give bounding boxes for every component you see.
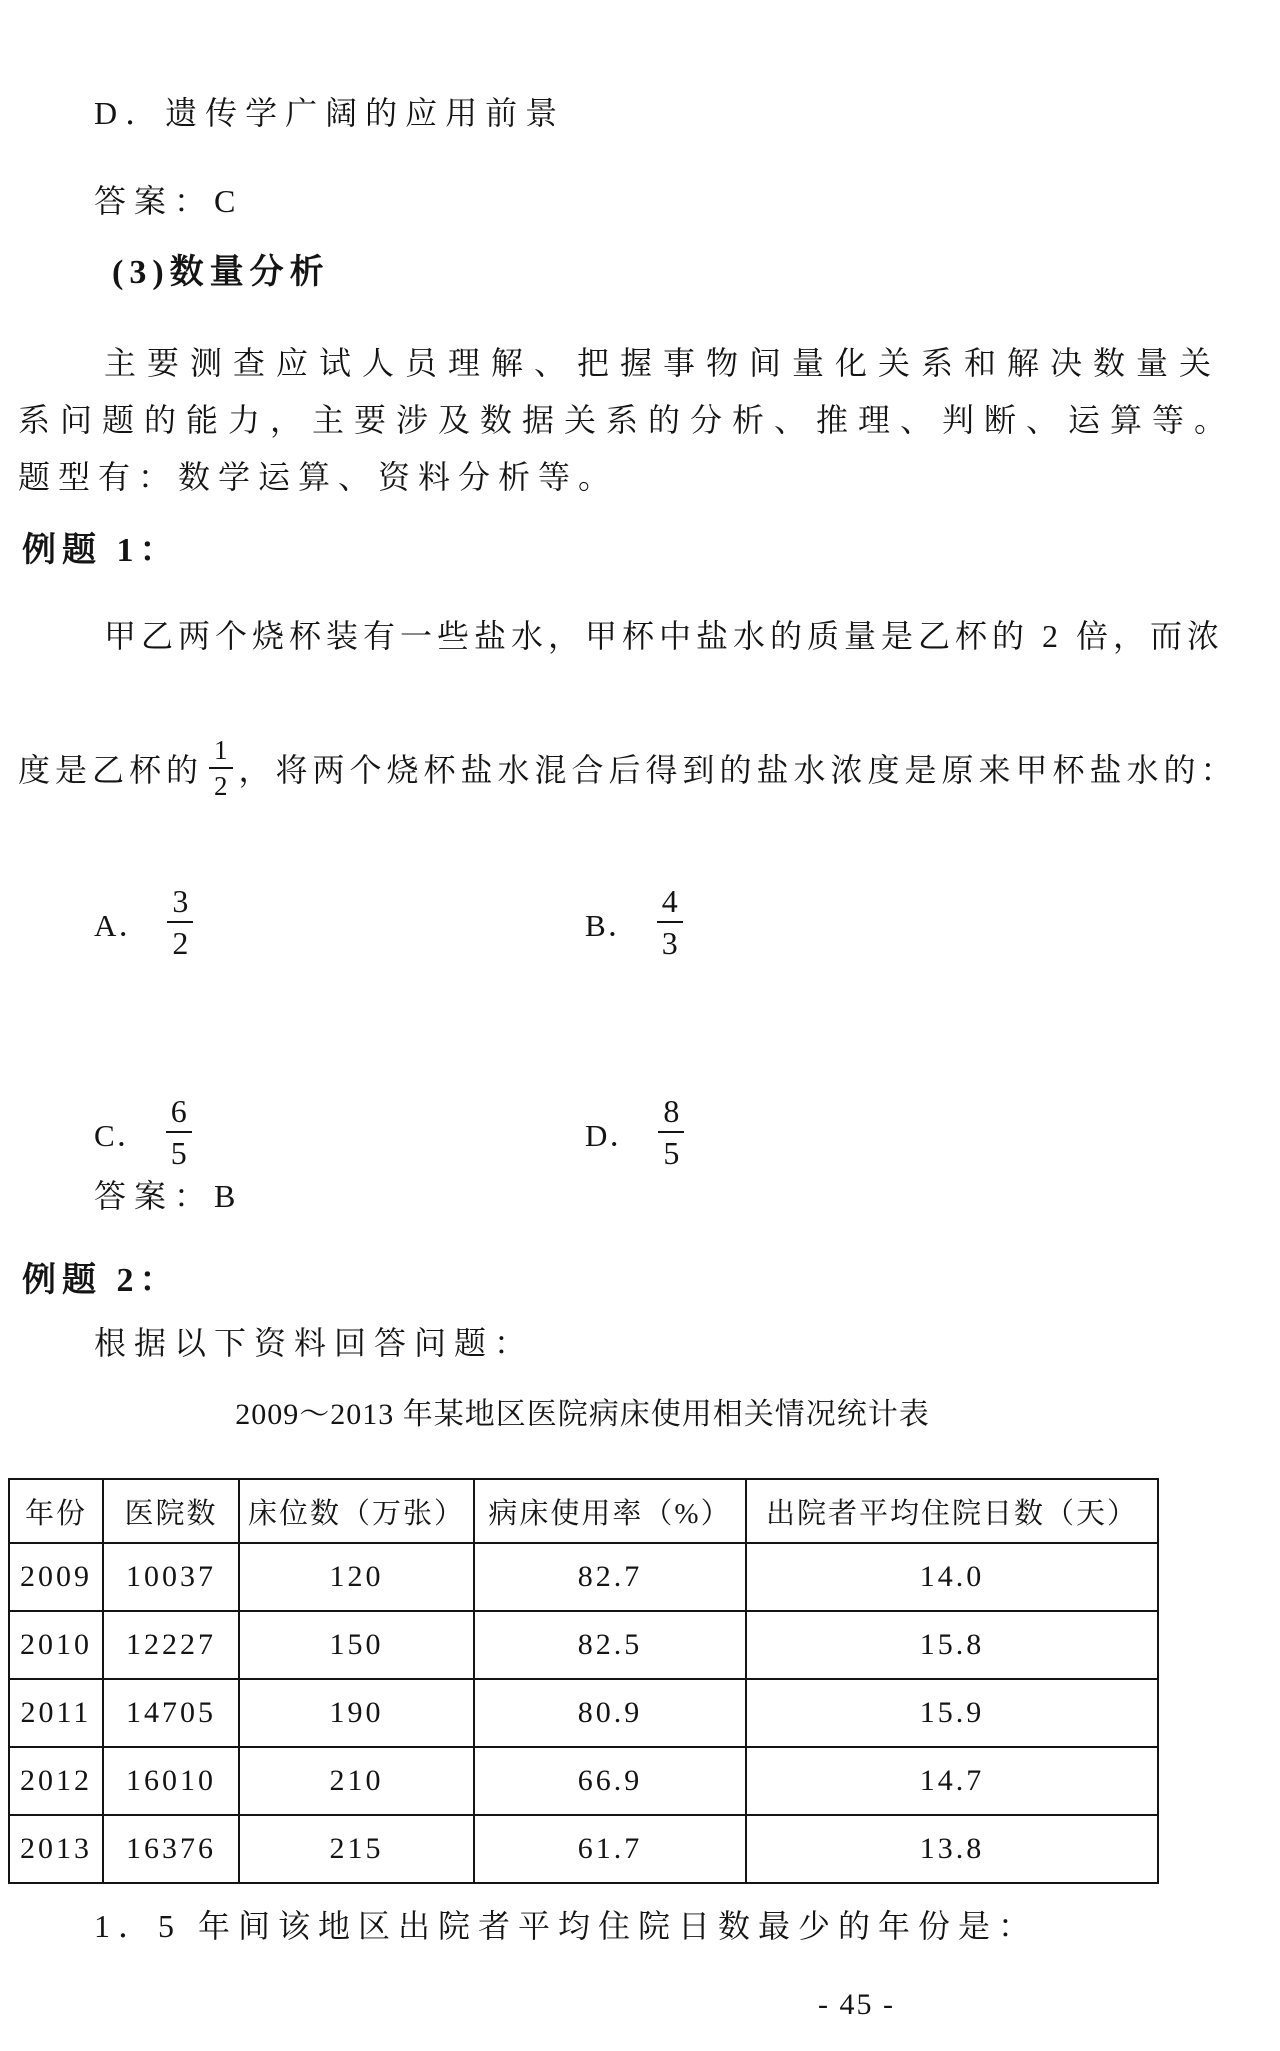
cell-avg-stay-days: 13.8 bbox=[746, 1815, 1158, 1883]
answer-b-line: 答案：B bbox=[94, 1178, 244, 1214]
table-row bbox=[9, 1679, 1158, 1747]
option-a bbox=[94, 872, 193, 972]
question2-intro: 根据以下资料回答问题： bbox=[94, 1325, 535, 1361]
fraction-numerator: 3 bbox=[167, 883, 193, 923]
fraction-numerator: 8 bbox=[658, 1093, 684, 1133]
option-c-label: C． bbox=[94, 1117, 150, 1153]
fraction-denominator: 5 bbox=[170, 1135, 187, 1171]
fraction-denominator: 5 bbox=[663, 1135, 680, 1171]
cell-hospital-count: 12227 bbox=[103, 1611, 239, 1679]
cell-avg-stay-days: 15.8 bbox=[746, 1611, 1158, 1679]
sub-question-1: 1．5 年间该地区出院者平均住院日数最少的年份是： bbox=[94, 1908, 1039, 1944]
answer-c-line: 答案：C bbox=[94, 183, 244, 219]
page-number: - 45 - bbox=[818, 1988, 895, 2021]
option-d-label: D． bbox=[585, 1117, 643, 1153]
table-row bbox=[9, 1815, 1158, 1883]
paragraph-line-2: 系问题的能力，主要涉及数据关系的分析、推理、判断、运算等。 bbox=[18, 402, 1237, 438]
table-row bbox=[9, 1543, 1158, 1611]
cell-hospital-count: 16010 bbox=[103, 1747, 239, 1815]
header-bed-usage-rate: 病床使用率（%） bbox=[474, 1479, 746, 1543]
header-bed-count: 床位数（万张） bbox=[239, 1479, 474, 1543]
example2-heading: 例题 2： bbox=[22, 1262, 180, 1299]
option-d-genetics: D．遗传学广阔的应用前景 bbox=[94, 95, 566, 131]
cell-avg-stay-days: 14.0 bbox=[746, 1543, 1158, 1611]
option-b-fraction bbox=[657, 883, 683, 961]
table-row bbox=[9, 1747, 1158, 1815]
cell-hospital-count: 16376 bbox=[103, 1815, 239, 1883]
fraction-denominator: 3 bbox=[661, 925, 678, 961]
cell-bed-count: 215 bbox=[239, 1815, 474, 1883]
cell-bed-count: 210 bbox=[239, 1747, 474, 1815]
fraction-numerator: 4 bbox=[657, 883, 683, 923]
paragraph-line-1: 主要测查应试人员理解、把握事物间量化关系和解决数量关 bbox=[104, 345, 1223, 381]
cell-year: 2010 bbox=[9, 1611, 103, 1679]
cell-bed-usage-rate: 80.9 bbox=[474, 1679, 746, 1747]
cell-avg-stay-days: 15.9 bbox=[746, 1679, 1158, 1747]
fraction-numerator: 6 bbox=[166, 1093, 192, 1133]
option-b bbox=[585, 872, 683, 972]
cell-year: 2012 bbox=[9, 1747, 103, 1815]
paragraph-line-3: 题型有：数学运算、资料分析等。 bbox=[18, 459, 619, 495]
example1-heading: 例题 1： bbox=[22, 532, 180, 569]
option-d-fraction bbox=[658, 1093, 684, 1171]
header-hospital-count: 医院数 bbox=[103, 1479, 239, 1543]
cell-hospital-count: 14705 bbox=[103, 1679, 239, 1747]
cell-year: 2011 bbox=[9, 1679, 103, 1747]
option-d bbox=[585, 1082, 684, 1182]
cell-bed-count: 190 bbox=[239, 1679, 474, 1747]
option-b-label: B． bbox=[585, 907, 641, 943]
section-heading-quantity-analysis: (3)数量分析 bbox=[112, 254, 330, 291]
cell-bed-count: 120 bbox=[239, 1543, 474, 1611]
table-row bbox=[9, 1611, 1158, 1679]
option-c-fraction bbox=[166, 1093, 192, 1171]
cell-bed-usage-rate: 82.5 bbox=[474, 1611, 746, 1679]
option-c bbox=[94, 1082, 192, 1182]
fraction-numerator: 1 bbox=[209, 735, 233, 769]
cell-bed-usage-rate: 66.9 bbox=[474, 1747, 746, 1815]
header-year: 年份 bbox=[9, 1479, 103, 1543]
cell-bed-usage-rate: 82.7 bbox=[474, 1543, 746, 1611]
fraction-denominator: 2 bbox=[214, 771, 228, 801]
option-a-fraction bbox=[167, 883, 193, 961]
hospital-bed-statistics-table bbox=[8, 1478, 1159, 1884]
cell-bed-count: 150 bbox=[239, 1611, 474, 1679]
table-header-row bbox=[9, 1479, 1158, 1543]
fraction-denominator: 2 bbox=[172, 925, 189, 961]
cell-bed-usage-rate: 61.7 bbox=[474, 1815, 746, 1883]
question1-line2-post: ，将两个烧杯盐水混合后得到的盐水浓度是原来甲杯盐水的： bbox=[238, 752, 1238, 788]
table-title: 2009～2013 年某地区医院病床使用相关情况统计表 bbox=[235, 1398, 930, 1431]
question1-text-line2 bbox=[18, 718, 1238, 818]
cell-year: 2009 bbox=[9, 1543, 103, 1611]
inline-fraction-one-half bbox=[209, 735, 233, 801]
option-a-label: A． bbox=[94, 907, 152, 943]
cell-year: 2013 bbox=[9, 1815, 103, 1883]
question1-line2-pre: 度是乙杯的 bbox=[18, 752, 204, 788]
question1-text-line1: 甲乙两个烧杯装有一些盐水，甲杯中盐水的质量是乙杯的 2 倍，而浓 bbox=[104, 618, 1225, 654]
header-avg-stay-days: 出院者平均住院日数（天） bbox=[746, 1479, 1158, 1543]
cell-hospital-count: 10037 bbox=[103, 1543, 239, 1611]
cell-avg-stay-days: 14.7 bbox=[746, 1747, 1158, 1815]
